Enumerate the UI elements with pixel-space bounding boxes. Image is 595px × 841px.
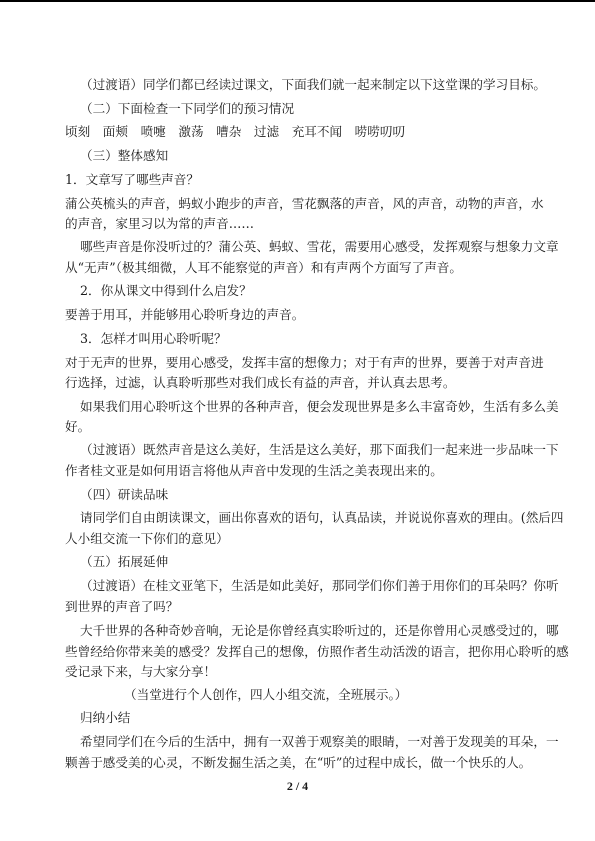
answer-3-line-2: 行选择，过滤，认真聆听那些对我们成长有益的声音，并认真去思考。	[65, 375, 456, 390]
section-heading-preview: （二）下面检查一下同学们的预习情况	[80, 101, 295, 116]
section-heading-study: （四）研读品味	[80, 487, 169, 502]
analysis-line-1: 哪些声音是你没听过的？蒲公英、蚂蚁、雪花，需要用心感受，发挥观察与想象力文章	[80, 239, 559, 254]
question-3: 3．怎样才叫用心聆听呢？	[80, 331, 227, 346]
answer-1-line-2: 的声音，家里习以为常的声音……	[65, 216, 254, 231]
transition-2-line-2: 作者桂文亚是如何用语言将他从声音中发现的生活之美表现出来的。	[65, 463, 443, 478]
study-line-2: 人小组交流一下你们的意见）	[65, 531, 229, 546]
summary-line-1: 希望同学们在今后的生活中，拥有一双善于观察美的眼睛，一对善于发现美的耳朵，一	[80, 734, 559, 749]
header-rule	[0, 0, 595, 2]
listening-line-1: 如果我们用心聆听这个世界的各种声音，便会发现世界是多么丰富奇妙，生活有多么美	[80, 399, 559, 414]
transition-3-line-2: 到世界的声音了吗？	[65, 599, 179, 614]
answer-2: 要善于用耳，并能够用心聆听身边的声音。	[65, 307, 305, 322]
transition-paragraph: （过渡语）同学们都已经读过课文，下面我们就一起来制定以下这堂课的学习目标。	[80, 77, 546, 92]
answer-3-line-1: 对于无声的世界，要用心感受，发挥丰富的想像力；对于有声的世界，要善于对声音进	[65, 355, 544, 370]
section-heading-extension: （五）拓展延伸	[80, 554, 169, 569]
question-1: 1．文章写了哪些声音？	[65, 172, 199, 187]
study-line-1: 请同学们自由朗读课文，画出你喜欢的语句，认真品读，并说说你喜欢的理由。(然后四	[80, 510, 564, 525]
vocabulary-line: 顷刻 面颊 喷嚏 激荡 嘈杂 过滤 充耳不闻 唠唠叨叨	[65, 124, 406, 139]
transition-2-line-1: （过渡语）既然声音是这么美好，生活是这么美好，那下面我们一起来进一步品味一下	[80, 442, 559, 457]
listening-line-2: 好。	[65, 419, 91, 434]
extension-line-3: 受记录下来，与大家分享！	[65, 664, 217, 679]
section-heading-summary: 归纳小结	[80, 710, 131, 725]
extension-line-2: 些曾经给你带来美的感受？发挥自己的想像，仿照作者生动活泼的语言，把你用心聆听的感	[65, 644, 569, 659]
extension-line-1: 大千世界的各种奇妙音响，无论是你曾经真实聆听过的，还是你曾用心灵感受过的，哪	[80, 623, 559, 638]
summary-line-2: 颗善于感受美的心灵，不断发掘生活之美，在“听”的过程中成长，做一个快乐的人。	[65, 755, 532, 770]
page-number: 2 / 4	[286, 779, 309, 793]
activity-note: （当堂进行个人创作，四人小组交流，全班展示。）	[124, 687, 408, 702]
question-2: 2．你从课文中得到什么启发？	[80, 283, 252, 298]
transition-3-line-1: （过渡语）在桂文亚笔下，生活是如此美好，那同学们你们善于用你们的耳朵吗？你听	[80, 578, 559, 593]
analysis-line-2: 从“无声”（极其细微，人耳不能察觉的声音）和有声两个方面写了声音。	[65, 260, 462, 275]
section-heading-overview: （三）整体感知	[80, 148, 169, 163]
answer-1-line-1: 蒲公英梳头的声音，蚂蚁小跑步的声音，雪花飘落的声音，风的声音，动物的声音，水	[65, 196, 544, 211]
